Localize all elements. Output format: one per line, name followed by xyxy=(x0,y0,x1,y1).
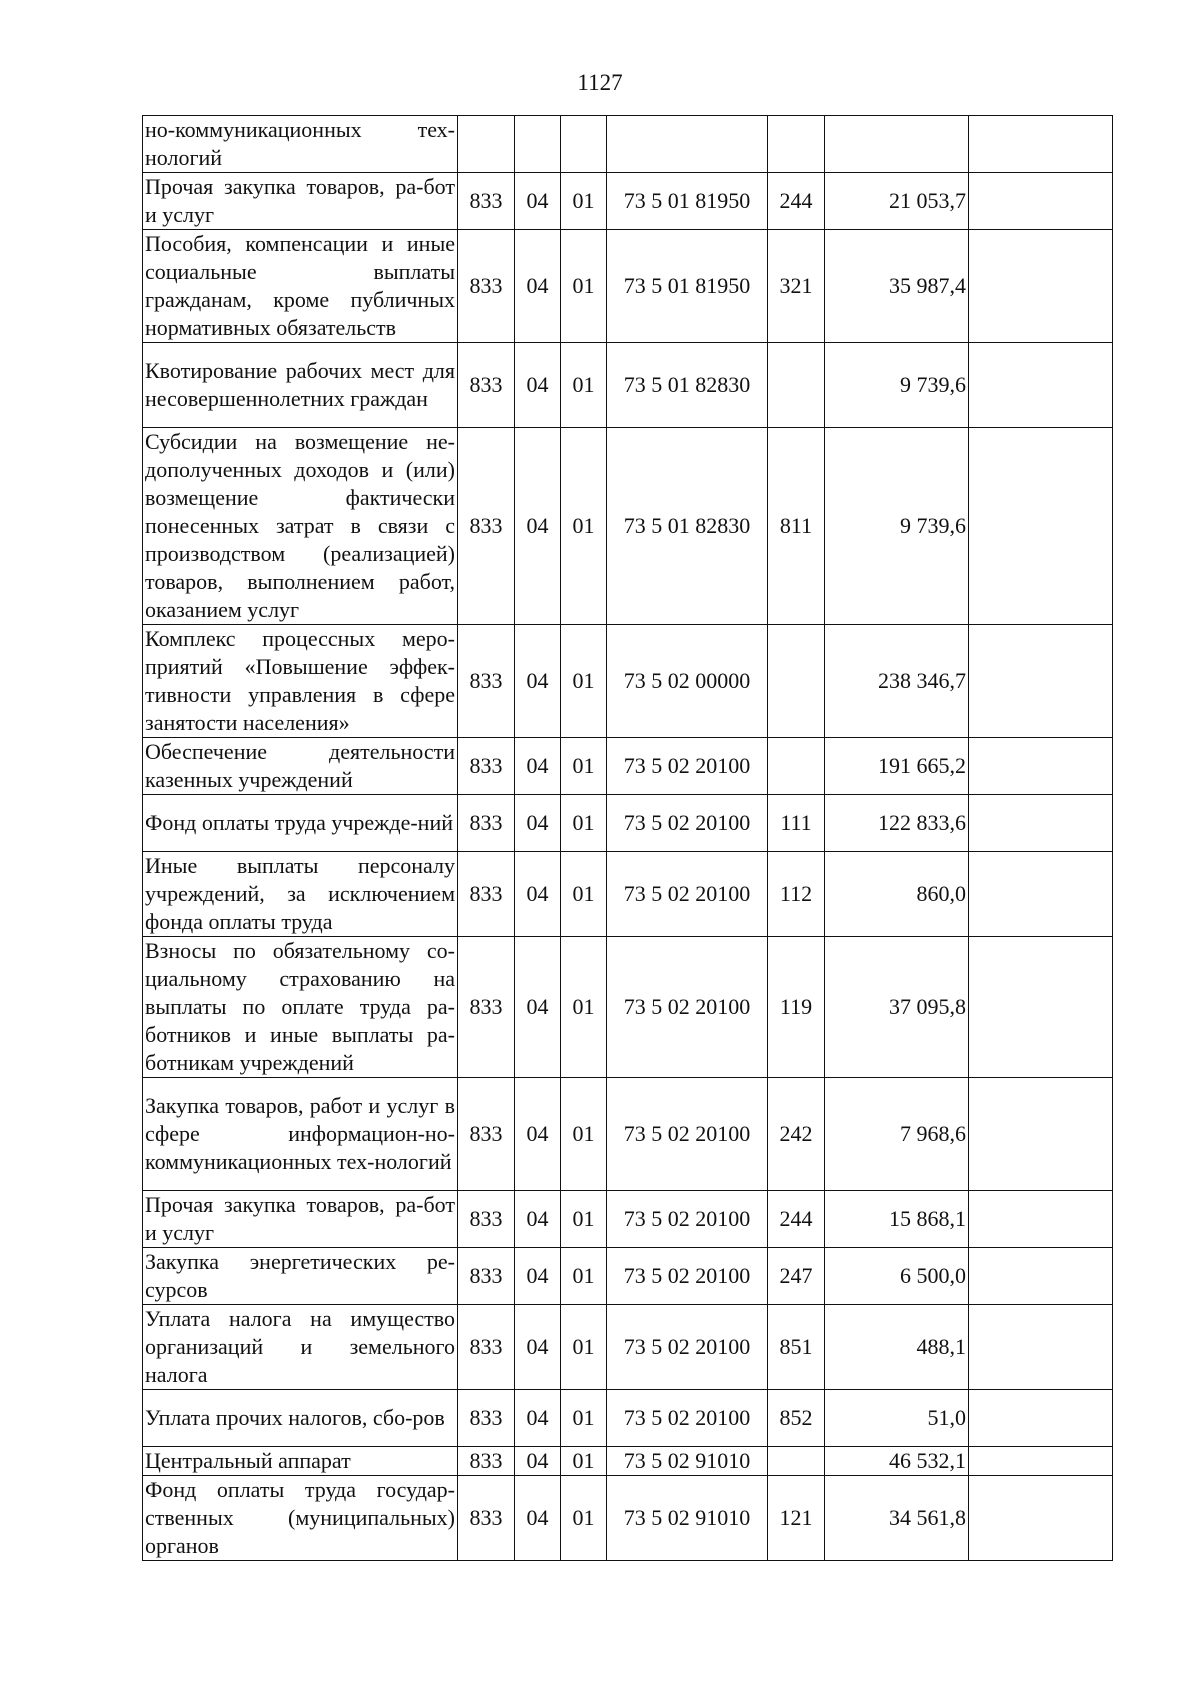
row-section-code: 04 xyxy=(515,1447,561,1476)
row-amount: 15 868,1 xyxy=(825,1191,969,1248)
table-row xyxy=(143,738,1113,795)
row-extra xyxy=(969,1191,1113,1248)
row-subsection-code: 01 xyxy=(561,230,607,343)
row-expense-type: 852 xyxy=(768,1390,825,1447)
row-section-code: 04 xyxy=(515,230,561,343)
row-ministry-code: 833 xyxy=(458,1447,515,1476)
row-name: Взносы по обязательному со-циальному страхованию на выплаты по оплате труда ра-ботников и иные выплаты ра-ботникам учреждений xyxy=(143,937,458,1078)
row-target-code: 73 5 02 20100 xyxy=(607,795,768,852)
row-expense-type: 321 xyxy=(768,230,825,343)
row-expense-type: 112 xyxy=(768,852,825,937)
row-name: Уплата прочих налогов, сбо-ров xyxy=(143,1390,458,1447)
row-ministry-code: 833 xyxy=(458,1191,515,1248)
row-amount: 488,1 xyxy=(825,1305,969,1390)
row-expense-type xyxy=(768,343,825,428)
row-subsection-code: 01 xyxy=(561,738,607,795)
row-subsection-code: 01 xyxy=(561,937,607,1078)
row-extra xyxy=(969,1476,1113,1561)
row-expense-type: 121 xyxy=(768,1476,825,1561)
table-row xyxy=(143,230,1113,343)
row-ministry-code: 833 xyxy=(458,1078,515,1191)
row-name: Центральный аппарат xyxy=(143,1447,458,1476)
row-extra xyxy=(969,937,1113,1078)
row-section-code: 04 xyxy=(515,937,561,1078)
row-name: Фонд оплаты труда государ-ственных (муниципальных) органов xyxy=(143,1476,458,1561)
row-ministry-code: 833 xyxy=(458,937,515,1078)
row-expense-type xyxy=(768,625,825,738)
row-name: Иные выплаты персоналу учреждений, за исключением фонда оплаты труда xyxy=(143,852,458,937)
row-expense-type: 851 xyxy=(768,1305,825,1390)
row-section-code: 04 xyxy=(515,1390,561,1447)
row-section-code xyxy=(515,116,561,173)
row-target-code: 73 5 01 81950 xyxy=(607,173,768,230)
row-target-code: 73 5 02 20100 xyxy=(607,937,768,1078)
row-section-code: 04 xyxy=(515,852,561,937)
table-row xyxy=(143,852,1113,937)
row-name: Уплата налога на имущество организаций и земельного налога xyxy=(143,1305,458,1390)
row-amount: 46 532,1 xyxy=(825,1447,969,1476)
row-section-code: 04 xyxy=(515,1476,561,1561)
row-extra xyxy=(969,1305,1113,1390)
row-subsection-code: 01 xyxy=(561,428,607,625)
row-name: но-коммуникационных тех-нологий xyxy=(143,116,458,173)
table-row xyxy=(143,1078,1113,1191)
row-subsection-code: 01 xyxy=(561,625,607,738)
row-subsection-code: 01 xyxy=(561,852,607,937)
row-expense-type xyxy=(768,1447,825,1476)
row-name: Прочая закупка товаров, ра-бот и услуг xyxy=(143,1191,458,1248)
row-amount: 7 968,6 xyxy=(825,1078,969,1191)
row-subsection-code: 01 xyxy=(561,795,607,852)
row-amount: 9 739,6 xyxy=(825,343,969,428)
row-ministry-code: 833 xyxy=(458,738,515,795)
row-amount: 860,0 xyxy=(825,852,969,937)
row-name: Пособия, компенсации и иные социальные выплаты гражданам, кроме публичных нормативных обязательств xyxy=(143,230,458,343)
row-subsection-code: 01 xyxy=(561,1305,607,1390)
row-subsection-code: 01 xyxy=(561,1191,607,1248)
row-extra xyxy=(969,173,1113,230)
row-extra xyxy=(969,795,1113,852)
row-subsection-code: 01 xyxy=(561,1476,607,1561)
row-section-code: 04 xyxy=(515,428,561,625)
row-ministry-code: 833 xyxy=(458,625,515,738)
row-target-code: 73 5 01 81950 xyxy=(607,230,768,343)
row-extra xyxy=(969,428,1113,625)
row-amount: 6 500,0 xyxy=(825,1248,969,1305)
budget-table xyxy=(142,115,1113,1561)
row-expense-type: 242 xyxy=(768,1078,825,1191)
row-ministry-code: 833 xyxy=(458,343,515,428)
row-ministry-code: 833 xyxy=(458,1248,515,1305)
row-ministry-code: 833 xyxy=(458,1390,515,1447)
row-ministry-code: 833 xyxy=(458,173,515,230)
table-row xyxy=(143,937,1113,1078)
row-target-code: 73 5 02 91010 xyxy=(607,1447,768,1476)
row-target-code: 73 5 02 20100 xyxy=(607,1390,768,1447)
row-expense-type: 244 xyxy=(768,173,825,230)
row-target-code: 73 5 01 82830 xyxy=(607,428,768,625)
table-row xyxy=(143,1476,1113,1561)
row-extra xyxy=(969,116,1113,173)
row-name: Закупка товаров, работ и услуг в сфере информацион-но-коммуникационных тех-нологий xyxy=(143,1078,458,1191)
row-ministry-code: 833 xyxy=(458,852,515,937)
row-amount: 35 987,4 xyxy=(825,230,969,343)
row-name: Субсидии на возмещение не-дополученных доходов и (или) возмещение фактически понесенных затрат в связи с производством (реализацией) товаров, выполнением работ, оказанием услуг xyxy=(143,428,458,625)
row-section-code: 04 xyxy=(515,1191,561,1248)
row-section-code: 04 xyxy=(515,1078,561,1191)
row-target-code: 73 5 02 20100 xyxy=(607,738,768,795)
row-name: Фонд оплаты труда учрежде-ний xyxy=(143,795,458,852)
row-extra xyxy=(969,1390,1113,1447)
row-extra xyxy=(969,1248,1113,1305)
row-subsection-code: 01 xyxy=(561,1447,607,1476)
row-extra xyxy=(969,230,1113,343)
table-body xyxy=(143,116,1113,1561)
row-ministry-code: 833 xyxy=(458,428,515,625)
row-name: Прочая закупка товаров, ра-бот и услуг xyxy=(143,173,458,230)
row-subsection-code: 01 xyxy=(561,173,607,230)
row-extra xyxy=(969,625,1113,738)
row-section-code: 04 xyxy=(515,625,561,738)
row-amount: 21 053,7 xyxy=(825,173,969,230)
table-row xyxy=(143,625,1113,738)
table-row xyxy=(143,173,1113,230)
row-ministry-code: 833 xyxy=(458,795,515,852)
row-extra xyxy=(969,1078,1113,1191)
row-amount: 9 739,6 xyxy=(825,428,969,625)
row-amount: 122 833,6 xyxy=(825,795,969,852)
row-section-code: 04 xyxy=(515,343,561,428)
row-amount: 34 561,8 xyxy=(825,1476,969,1561)
table-row xyxy=(143,1305,1113,1390)
row-target-code: 73 5 02 20100 xyxy=(607,1078,768,1191)
row-subsection-code: 01 xyxy=(561,1078,607,1191)
row-target-code: 73 5 01 82830 xyxy=(607,343,768,428)
row-expense-type: 244 xyxy=(768,1191,825,1248)
row-name: Закупка энергетических ре-сурсов xyxy=(143,1248,458,1305)
table-row xyxy=(143,1248,1113,1305)
row-ministry-code: 833 xyxy=(458,1305,515,1390)
table-row xyxy=(143,1191,1113,1248)
row-target-code: 73 5 02 20100 xyxy=(607,852,768,937)
row-expense-type: 811 xyxy=(768,428,825,625)
row-target-code: 73 5 02 20100 xyxy=(607,1305,768,1390)
row-ministry-code xyxy=(458,116,515,173)
row-subsection-code: 01 xyxy=(561,343,607,428)
row-subsection-code: 01 xyxy=(561,1248,607,1305)
row-expense-type xyxy=(768,738,825,795)
row-amount: 191 665,2 xyxy=(825,738,969,795)
row-extra xyxy=(969,852,1113,937)
table-row xyxy=(143,1447,1113,1476)
row-extra xyxy=(969,343,1113,428)
row-target-code: 73 5 02 91010 xyxy=(607,1476,768,1561)
page-number: 1127 xyxy=(577,70,623,95)
row-name: Обеспечение деятельности казенных учреждений xyxy=(143,738,458,795)
row-subsection-code xyxy=(561,116,607,173)
row-extra xyxy=(969,738,1113,795)
row-target-code: 73 5 02 20100 xyxy=(607,1248,768,1305)
row-amount: 51,0 xyxy=(825,1390,969,1447)
row-expense-type: 111 xyxy=(768,795,825,852)
row-expense-type xyxy=(768,116,825,173)
table-row xyxy=(143,795,1113,852)
table-row xyxy=(143,116,1113,173)
row-amount: 238 346,7 xyxy=(825,625,969,738)
row-extra xyxy=(969,1447,1113,1476)
table-row xyxy=(143,1390,1113,1447)
row-section-code: 04 xyxy=(515,173,561,230)
row-subsection-code: 01 xyxy=(561,1390,607,1447)
row-target-code: 73 5 02 00000 xyxy=(607,625,768,738)
row-amount xyxy=(825,116,969,173)
row-section-code: 04 xyxy=(515,1305,561,1390)
row-target-code xyxy=(607,116,768,173)
row-section-code: 04 xyxy=(515,738,561,795)
row-ministry-code: 833 xyxy=(458,1476,515,1561)
table-row xyxy=(143,343,1113,428)
row-ministry-code: 833 xyxy=(458,230,515,343)
row-name: Квотирование рабочих мест для несовершеннолетних граждан xyxy=(143,343,458,428)
row-amount: 37 095,8 xyxy=(825,937,969,1078)
row-expense-type: 247 xyxy=(768,1248,825,1305)
table-row xyxy=(143,428,1113,625)
row-name: Комплекс процессных меро-приятий «Повышение эффек-тивности управления в сфере занятости населения» xyxy=(143,625,458,738)
row-section-code: 04 xyxy=(515,1248,561,1305)
row-target-code: 73 5 02 20100 xyxy=(607,1191,768,1248)
row-section-code: 04 xyxy=(515,795,561,852)
row-expense-type: 119 xyxy=(768,937,825,1078)
